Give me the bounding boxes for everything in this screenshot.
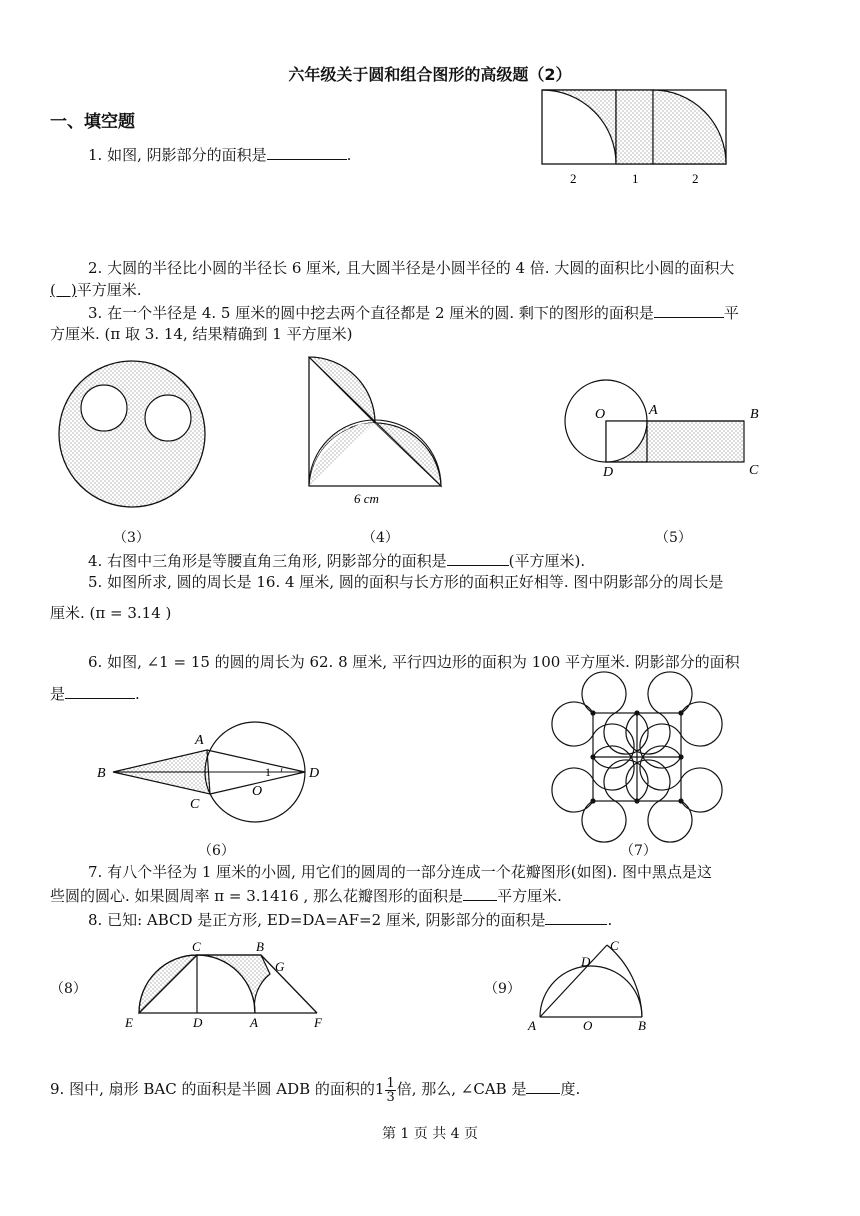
page-title: 六年级关于圆和组合图形的高级题（2） [288,65,572,84]
figure-8 [122,938,337,1033]
fraction: $\frac{1}{3}$ [386,1075,395,1105]
question-7: 7. 有八个半径为 1 厘米的小圆, 用它们的圆周的一部分连成一个花瓣图形(如图). 图中黑点是这 [88,863,712,881]
figure-5 [555,370,765,485]
figure-7-caption: （7） [620,843,657,859]
point-A: A [250,1015,258,1030]
point-E: E [125,1015,133,1030]
dimension-label: 6 cm [354,491,379,506]
point-D: D [581,954,591,969]
question-3-line2: 方厘米. (π 取 3. 14, 结果精确到 1 平方厘米) [50,325,353,343]
question-5: 5. 如图所求, 圆的周长是 16. 4 厘米, 圆的面积与长方形的面积正好相等. 图中阴影部分的周长是 [88,573,724,591]
question-7-line2: 些圆的圆心. 如果圆周率 π = 3.1416 , 那么花瓣图形的面积是 平方厘米. [50,887,562,905]
answer-blank [447,550,509,566]
page-footer: 第 1 页 共 4 页 [381,1126,479,1142]
answer-blank [65,683,135,699]
point-B: B [750,407,759,422]
figure-7 [568,688,708,828]
answer-blank [654,302,724,318]
question-4: 4. 右图中三角形是等腰直角三角形, 阴影部分的面积是 (平方厘米). [88,552,586,570]
point-C: C [749,463,759,478]
point-A: A [195,733,204,748]
point-F: F [314,1015,322,1030]
figure-9-caption: （9） [484,981,521,997]
question-1: 1. 如图, 阴影部分的面积是 . [88,146,352,164]
figure-8-caption: （8） [50,981,87,997]
figure-5-caption: （5） [655,530,692,546]
point-C: C [610,938,619,953]
question-6-line2: 是 . [50,685,140,703]
figure-9 [525,938,660,1033]
question-2: 2. 大圆的半径比小圆的半径长 6 厘米, 且大圆半径是小圆半径的 4 倍. 大圆的面积比小圆的面积大 [88,259,735,277]
answer-blank [463,885,497,901]
point-B: B [256,939,264,954]
point-B: B [638,1018,646,1033]
point-G: G [275,959,285,974]
point-A: A [528,1018,536,1033]
question-9: 9. 图中, 扇形 BAC 的面积是半圆 ADB 的面积的1 $\frac{1}{3}$ 倍, 那么, ∠CAB 是 度. [50,1075,581,1105]
angle-1-label: 1 [265,765,271,779]
dim-label-1: 1 [632,171,639,186]
answer-blank [545,909,607,925]
figure-3 [48,360,218,510]
point-D: D [193,1015,203,1030]
section-heading: 一、填空题 [50,112,135,132]
dim-label-2-left: 2 [570,171,577,186]
figure-4-caption: （4） [362,530,399,546]
point-C: C [190,797,200,812]
point-B: B [97,766,106,781]
figure-6-caption: （6） [198,843,235,859]
figure-4 [300,356,460,506]
question-2-line2: ( )平方厘米. [50,281,142,299]
answer-blank [267,144,347,160]
dim-label-2-right: 2 [692,171,699,186]
figure-1 [542,90,732,190]
question-6: 6. 如图, ∠1 = 15 的圆的周长为 62. 8 厘米, 平行四边形的面积为 100 平方厘米. 阴影部分的面积 [88,653,740,671]
question-3: 3. 在一个半径是 4. 5 厘米的圆中挖去两个直径都是 2 厘米的圆. 剩下的图形的面积是 平 [88,304,739,322]
answer-blank [526,1078,560,1094]
question-5-line2: 厘米. (π = 3.14 ) [50,604,172,622]
point-O: O [252,784,263,799]
point-C: C [192,939,201,954]
point-A: A [649,403,658,418]
figure-6 [95,718,335,828]
question-8: 8. 已知: ABCD 是正方形, ED=DA=AF=2 厘米, 阴影部分的面积是 . [88,911,613,929]
point-D: D [309,766,320,781]
point-D: D [603,465,614,480]
figure-3-caption: （3） [113,530,150,546]
point-O: O [583,1018,593,1033]
point-O: O [595,407,606,422]
